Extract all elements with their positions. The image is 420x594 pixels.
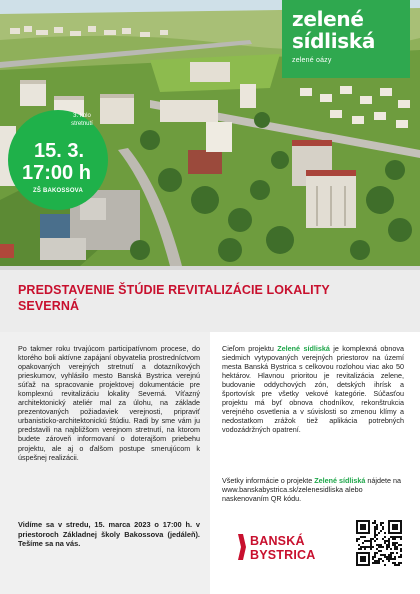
- right-p2-post: nájdete na www.banskabystrica.sk/zelenesidliska alebo naskenovaním QR kódu.: [222, 476, 401, 504]
- logo-line-1: zelené: [292, 7, 364, 31]
- qr-code[interactable]: [356, 520, 402, 566]
- city-name-line-1: BANSKÁ: [250, 534, 305, 548]
- right-info-text: [222, 476, 404, 503]
- white-roof: [40, 238, 86, 260]
- zelene-sidliska-logo: [282, 0, 410, 78]
- logo-line-2: sídliská: [292, 29, 376, 53]
- event-place: ZŠ BAKOSSOVA: [33, 188, 83, 194]
- qr-code-pattern: [356, 520, 402, 566]
- city-emblem-icon: [236, 532, 248, 562]
- event-date: 15. 3.: [34, 140, 85, 162]
- event-time: 17:00 h: [22, 162, 91, 184]
- left-body-text: Po takmer roku trvajúcom participatívnom procese, do ktorého boli aktívne zapájaní obyvatelia prostredníctvom opakovaných verejných stretnutí a dotazníkových prieskumov, vyhlásilo mesto Banská Bystrica verejnú súťaž na spracovanie projektovej dokumentácie pre komplexnú revitalizáciu lokality Severná. Víťazný architektonický ateliér mal za úlohu, na základe prezentovaných požiadaviek verejnosti, pripraviť urbanisticko-architektonickú štúdiu. Radi by sme vám ju predstavili na najbližšom verejnom stretnutí, na ktorom budete zároveň informovaní o doterajšom priebehu projektu, ale aj o ďalšom postupe smerujúcom k úspešnej realizácii.: [18, 344, 200, 462]
- right-p1-pre: Cieľom projektu: [222, 344, 278, 353]
- red-roof-1: [0, 244, 14, 258]
- banska-bystrica-logo: [236, 530, 336, 564]
- project-name-highlight: Zelené sídliská: [277, 344, 330, 353]
- city-name-line-2: BYSTRICA: [250, 548, 316, 562]
- page-title: PREDSTAVENIE ŠTÚDIE REVITALIZÁCIE LOKALITY SEVERNÁ: [18, 283, 330, 313]
- red-roof-2: [188, 150, 222, 174]
- right-p2-pre: Všetky informácie o projekte: [222, 476, 315, 485]
- blue-roof: [40, 214, 70, 240]
- right-p1-post: je komplexná obnova siedmich vytypovaných verejných priestorov na území mesta Banská Bystrica s celkovou rozlohou viac ako 50 hektárov. Hlavnou prioritou je revitalizácia zelene, budovanie oddychových zón, detských ihrísk a športovísk pre všetky vekové kategórie. Súčasťou projektu má byť obnova chodníkov, rekonštrukcia verejného osvetlenia a v súvislosti so zmenou klímy a nedostatkom zrážok tiež aplikácia potrebných vodozádržných opatrení.: [222, 344, 404, 435]
- invitation-text: Vidíme sa v stredu, 15. marca 2023 o 17:00 h. v priestoroch Základnej školy Bakossova (jedáleň). Tešíme sa na vás.: [18, 520, 200, 549]
- right-body-text: [222, 344, 404, 434]
- logo-tagline: zelené oázy: [292, 57, 332, 64]
- project-name-highlight-2: Zelené sídliská: [314, 476, 366, 485]
- band-accent-line: [0, 266, 420, 270]
- meeting-round-label: 3. kolo stretnutí: [71, 113, 93, 127]
